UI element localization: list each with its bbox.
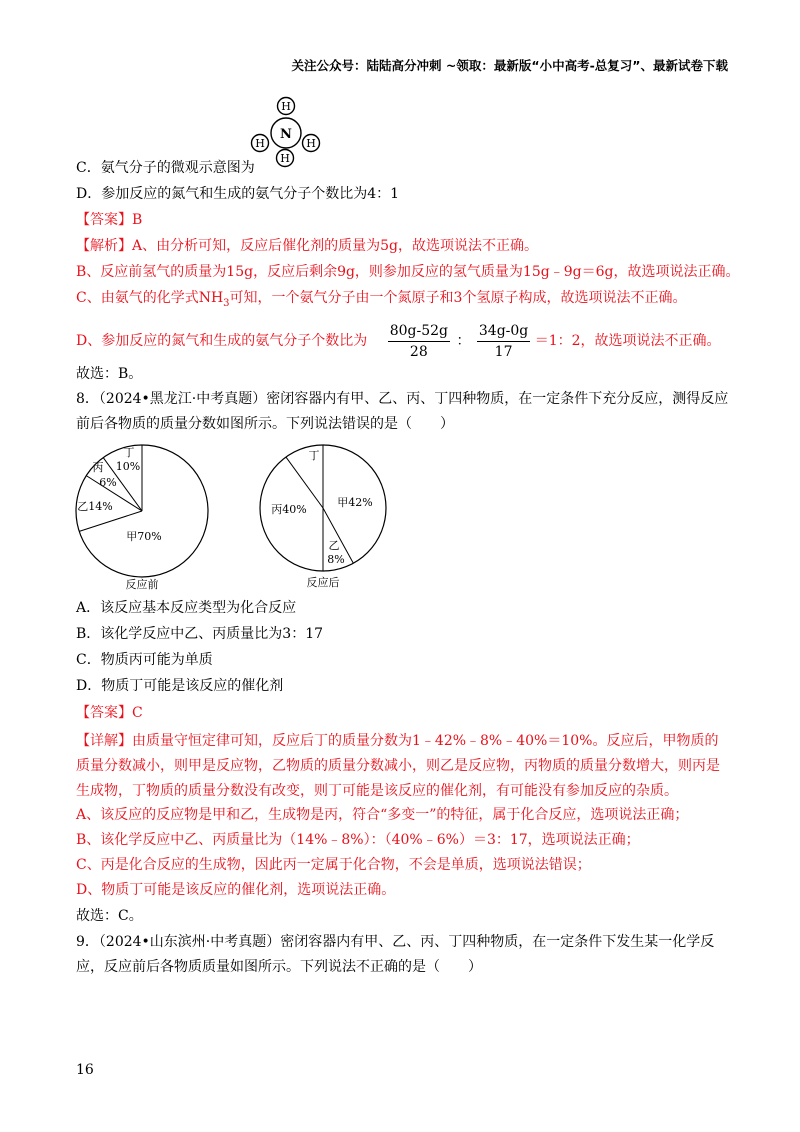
fraction-1 [388, 321, 450, 362]
ammonia-molecule-diagram [248, 95, 324, 171]
q8-detail-a: A、该反应的反应物是甲和乙，生成物是丙，符合“多变一”的特征，属于化合反应，选项说法正确； [76, 807, 689, 823]
answer-tag: 【答案】 [76, 212, 132, 228]
q8-stem-line2: 前后各物质的质量分数如图所示。下列说法错误的是（ ） [76, 416, 454, 432]
pie-chart-before [70, 442, 215, 590]
fraction-colon: ： [456, 333, 471, 349]
q8-stem-line1: 8．（2024•黑龙江·中考真题）密闭容器内有甲、乙、丙、丁四种物质，在一定条件下充分反应，测得反应 [76, 391, 729, 407]
q9-stem-line2: 应，反应前后各物质质量如图所示。下列说法不正确的是（ ） [76, 959, 482, 975]
hydrogen-label: H [255, 137, 265, 150]
q7-choose: 故选：B。 [76, 366, 143, 382]
q8-detail-c: C、丙是化合反应的生成物，因此丙一定属于化合物，不会是单质，选项说法错误； [76, 857, 591, 873]
analysis-c-post: 可知，一个氨气分子由一个氮原子和3个氢原子构成，故选项说法不正确。 [229, 290, 687, 306]
q7-answer [76, 210, 142, 230]
analysis-a-text: A、由分析可知，反应后催化剂的质量为5g，故选项说法不正确。 [132, 238, 538, 254]
q8-answer [76, 703, 143, 723]
pie-after-label-ding: 丁 [308, 449, 320, 462]
pie-after-label-jia: 甲42% [337, 496, 373, 509]
fraction-2-denominator: 17 [494, 343, 513, 360]
q7-analysis-c [76, 288, 686, 314]
detail-tag: 【详解】 [76, 733, 132, 749]
analysis-tag: 【解析】 [76, 238, 132, 254]
q8-choose: 故选：C。 [76, 908, 143, 924]
fraction-2 [477, 321, 530, 362]
q8-option-b: B．该化学反应中乙、丙质量比为3：17 [76, 626, 324, 642]
pie-before-label-jia: 甲70% [126, 530, 162, 543]
fraction-1-numerator: 80g-52g [388, 321, 450, 342]
hydrogen-label: H [306, 137, 316, 150]
pie-before-label-bing-name: 丙 [92, 461, 104, 474]
analysis-d-pre: D、参加反应的氮气和生成的氨气分子个数比为 [76, 333, 368, 349]
fraction-2-numerator: 34g-0g [477, 321, 530, 342]
pie-before-label-ding-value: 10% [115, 460, 141, 473]
q7-analysis-a [76, 236, 538, 256]
pie-before-label-ding-name: 丁 [123, 446, 135, 459]
answer-tag: 【答案】 [76, 705, 132, 721]
q9-stem-line1: 9．（2024•山东滨州·中考真题）密闭容器内有甲、乙、丙、丁四种物质，在一定条件下发生某一化学反 [76, 934, 715, 950]
answer-value: C [132, 705, 143, 721]
pie-after-label-bing: 丙40% [271, 503, 307, 516]
q7-option-c: C．氨气分子的微观示意图为 [76, 160, 255, 176]
pie-chart-after [252, 440, 392, 588]
q8-detail-d: D、物质丁可能是该反应的催化剂，选项说法正确。 [76, 882, 396, 898]
pie-after-label-yi-name: 乙 [328, 539, 340, 552]
q7-option-d: D．参加反应的氮气和生成的氨气分子个数比为4：1 [76, 186, 400, 202]
hydrogen-label: H [281, 100, 291, 113]
page-number: 16 [76, 1062, 94, 1078]
page-header: 关注公众号：陆陆高分冲刺 ~领取：最新版“小中高考-总复习”、最新试卷下载 [291, 58, 728, 73]
pie-before-label-yi: 乙14% [77, 500, 113, 513]
pie-after-label-yi-value: 8% [327, 553, 345, 566]
hydrogen-label: H [280, 152, 290, 165]
answer-value: B [132, 212, 143, 228]
pie-before-caption: 反应前 [125, 578, 159, 590]
analysis-c-pre: C、由氨气的化学式NH [76, 290, 224, 306]
q8-option-d: D．物质丁可能是该反应的催化剂 [76, 678, 284, 694]
pie-after-caption: 反应后 [306, 576, 340, 588]
detail-main-text: 由质量守恒定律可知，反应后丁的质量分数为1﹣42%﹣8%﹣40%＝10%。反应后，甲物质的质量分数减小，则甲是反应物，乙物质的质量分数减小，则乙是反应物，丙物质的质量分数增大，则丙是生成物，丁物质的质量分数没有改变，则丁可能是该反应的催化剂，有可能没有参加反应的杂质。 [76, 733, 720, 799]
nitrogen-label: N [280, 127, 292, 142]
q7-analysis-d [76, 319, 721, 363]
analysis-d-post: ＝1：2，故选项说法不正确。 [534, 333, 721, 349]
q7-analysis-b: B、反应前氢气的质量为15g，反应后剩余9g，则参加反应的氢气质量为15g﹣9g＝6g，故选项说法正确。 [76, 264, 740, 280]
q8-detail-b: B、该化学反应中乙、丙质量比为（14%﹣8%）：（40%﹣6%）＝3：17，选项说法正确； [76, 832, 640, 848]
analysis-c-subscript: 3 [223, 297, 230, 309]
q8-option-a: A．该反应基本反应类型为化合反应 [76, 600, 297, 616]
q8-option-c: C．物质丙可能为单质 [76, 652, 213, 668]
q8-detail-main [76, 729, 726, 804]
fraction-1-denominator: 28 [409, 343, 428, 360]
pie-before-label-bing-value: 6% [99, 476, 117, 489]
